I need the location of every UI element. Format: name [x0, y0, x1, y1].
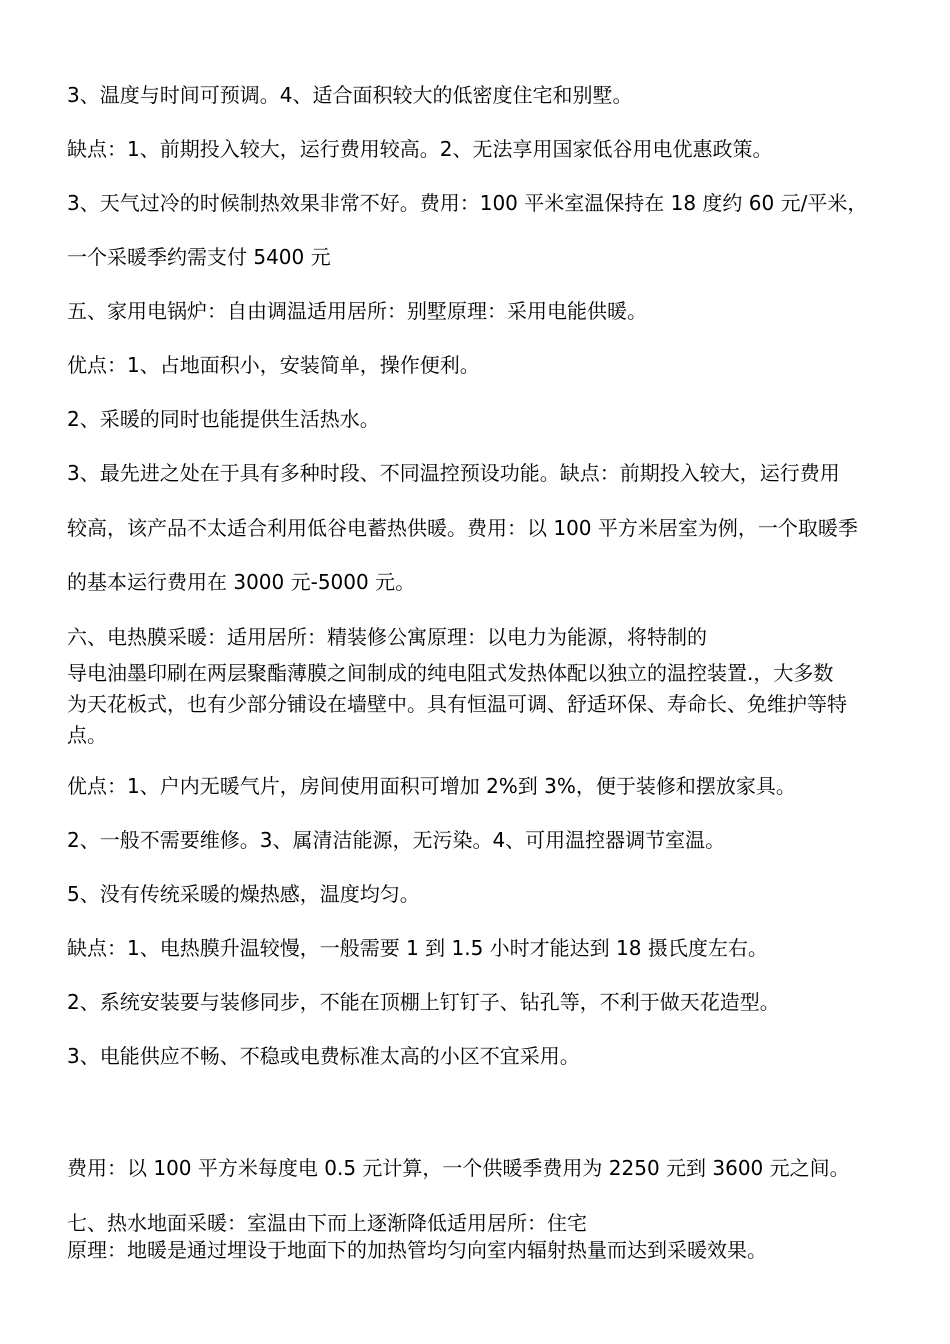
text-line-19: 2、系统安装要与装修同步，不能在顶棚上钉钉子、钻孔等，不利于做天花造型。: [67, 990, 780, 1014]
text-line-14: 点。: [67, 723, 107, 747]
text-line-4: 一个采暖季约需支付 5400 元: [67, 245, 331, 269]
text-line-20: 3、电能供应不畅、不稳或电费标准太高的小区不宜采用。: [67, 1044, 580, 1068]
text-line-2: 缺点：1、前期投入较大，运行费用较高。2、无法享用国家低谷用电优惠政策。: [67, 137, 773, 161]
text-line-16: 2、一般不需要维修。3、属清洁能源，无污染。4、可用温控器调节室温。: [67, 828, 726, 852]
text-line-3: 3、天气过冷的时候制热效果非常不好。费用：100 平米室温保持在 18 度约 60 元/平米，: [67, 191, 868, 215]
text-line-9: 较高，该产品不太适合利用低谷电蓄热供暖。费用：以 100 平方米居室为例，一个取暖季: [67, 516, 858, 540]
text-line-8: 3、最先进之处在于具有多种时段、不同温控预设功能。缺点：前期投入较大，运行费用: [67, 461, 840, 485]
text-line-15: 优点：1、户内无暖气片，房间使用面积可增加 2%到 3%，便于装修和摆放家具。: [67, 774, 796, 798]
text-line-6: 优点：1、占地面积小，安装简单，操作便利。: [67, 353, 480, 377]
text-line-21: 费用：以 100 平方米每度电 0.5 元计算，一个供暖季费用为 2250 元到 3600 元之间。: [67, 1156, 850, 1180]
text-line-18: 缺点：1、电热膜升温较慢，一般需要 1 到 1.5 小时才能达到 18 摄氏度左右。: [67, 936, 768, 960]
text-line-5: 五、家用电锅炉：自由调温适用居所：别墅原理：采用电能供暖。: [67, 299, 647, 323]
text-line-22: 七、热水地面采暖：室温由下而上逐渐降低适用居所：住宅: [67, 1211, 587, 1235]
text-line-1: 3、温度与时间可预调。4、适合面积较大的低密度住宅和别墅。: [67, 83, 633, 107]
text-line-7: 2、采暖的同时也能提供生活热水。: [67, 407, 380, 431]
text-line-13: 为天花板式，也有少部分铺设在墙壁中。具有恒温可调、舒适环保、寿命长、免维护等特: [67, 692, 847, 716]
text-line-17: 5、没有传统采暖的燥热感，温度均匀。: [67, 882, 420, 906]
text-line-10: 的基本运行费用在 3000 元-5000 元。: [67, 570, 416, 594]
text-line-11: 六、电热膜采暖：适用居所：精装修公寓原理：以电力为能源，将特制的: [67, 625, 707, 649]
text-line-23: 原理：地暖是通过埋设于地面下的加热管均匀向室内辐射热量而达到采暖效果。: [67, 1238, 767, 1262]
text-line-12: 导电油墨印刷在两层聚酯薄膜之间制成的纯电阻式发热体配以独立的温控装置.，大多数: [67, 661, 834, 685]
